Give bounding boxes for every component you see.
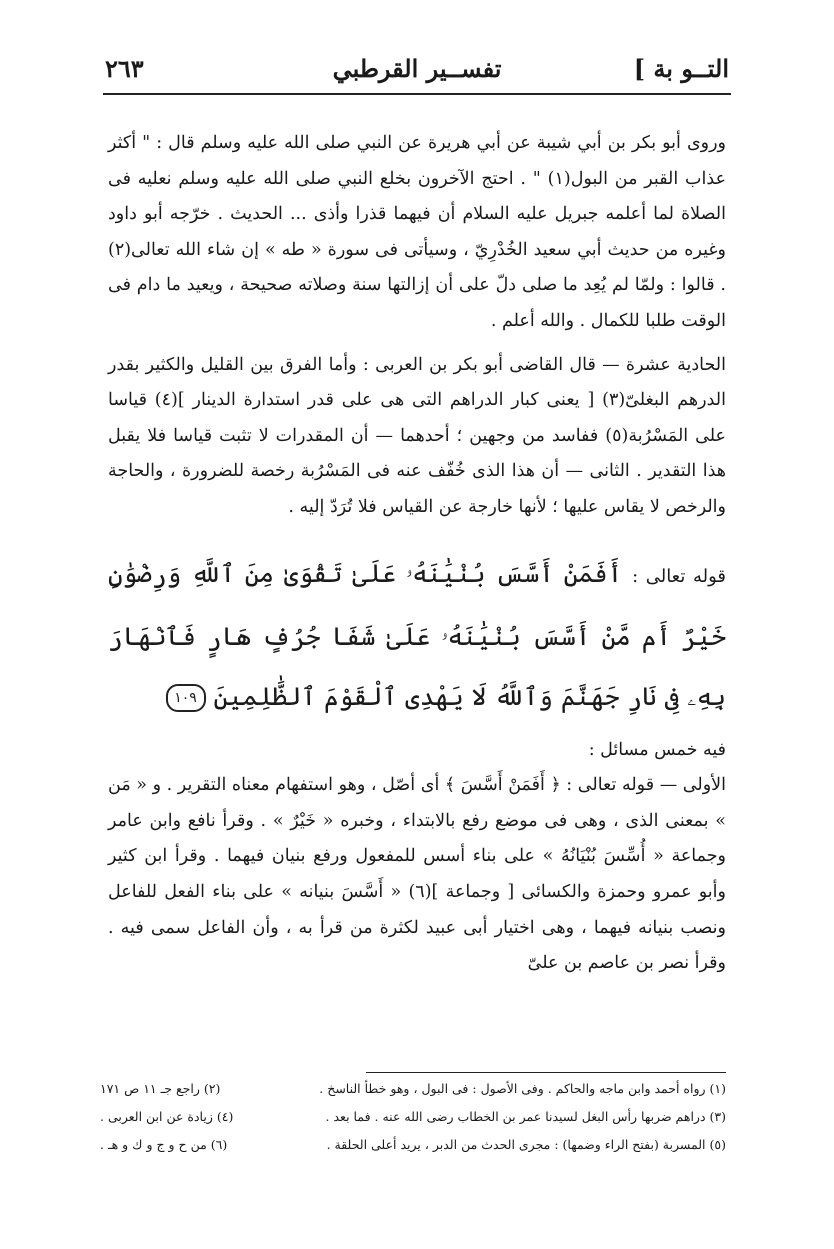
page-header	[105, 50, 729, 90]
verse-text: أَفَمَنْ أَسَّسَ بُنْيَٰنَهُۥ عَلَىٰ تَقْوَىٰ مِنَ ٱللَّهِ وَرِضْوَٰنٍ خَيْرٌ أَم مَّنْ أَسَّسَ بُنْيَٰنَهُۥ عَلَىٰ شَفَا جُرُفٍ هَارٍ فَٱنْهَارَ بِهِۦ فِى نَارِ جَهَنَّمَ وَٱللَّهُ لَا يَهْدِى ٱلْقَوْمَ ٱلظَّٰلِمِينَ	[108, 558, 726, 711]
footnote: (٦) من ح و ج و ك و هـ .	[100, 1137, 228, 1152]
verse-label: قوله تعالى :	[632, 565, 726, 587]
paragraph: الأولى — قوله تعالى : ﴿ أَفَمَنْ أَسَّسَ ﴾ أى أصّل ، وهو استفهام معناه التقرير . و « مَن » بمعنى الذى ، وهى فى موضع رفع بالابتداء ، وخبره « خَيْرٌ » . وقرأ نافع وابن عامر وجماعة « أُسِّسَ بُنْيَانُهُ » على بناء أسس للمفعول ورفع بنيان فيهما . وقرأ ابن كثير وأبو عمرو وحمزة والكسائى [ وجماعة ](٦) « أَسَّسَ بنيانه » على بناء الفعل للفاعل ونصب بنيانه فيهما ، وهى اختيار أبى عبيد لكثرة من قرأ به ، وأن الفاعل سمى فيه . وقرأ نصر بن عاصم بن علىّ	[108, 775, 726, 974]
footnotes	[100, 1075, 726, 1159]
footnote: (١) رواه أحمد وابن ماجه والحاكم . وفى الأصول : فى البول ، وهو خطأ الناسخ .	[319, 1081, 726, 1096]
footnote-row	[100, 1103, 726, 1131]
header-rule	[103, 93, 731, 95]
paragraph: الحادية عشرة — قال القاضى أبو بكر بن العربى : وأما الفرق بين القليل والكثير بقدر الدرهم البغلىّ(٣) [ يعنى كبار الدراهم التى هى على قدر استدارة الدينار ](٤) قياسا على المَسْرُبة(٥) ففاسد من وجهين ؛ أحدهما — أن المقدرات لا تثبت قياسا فلا يقبل هذا التقدير . الثانى — أن هذا الذى خُفّف عنه فى المَسْرُبة رخصة للضرورة ، والحاجة والرخص لا يقاس عليها ؛ لأنها خارجة عن القياس فلا تُرَدّ إليه .	[108, 354, 726, 517]
footnote: (٥) المسربة (بفتح الراء وضمها) : مجرى الحدث من الدبر ، يريد أعلى الحلقة .	[326, 1137, 726, 1152]
masail-heading: فيه خمس مسائل :	[588, 739, 726, 760]
footnote-rule	[366, 1072, 726, 1073]
quran-verse	[108, 544, 726, 727]
book-title: تفســير القرطبي	[332, 54, 502, 83]
verse-number: ١٠٩	[166, 684, 206, 712]
footnote: (٢) راجع جـ ١١ ص ١٧١	[100, 1081, 221, 1096]
footnote-row	[100, 1075, 726, 1103]
sura-name: التــو بة ]	[633, 54, 729, 83]
footnote: (٣) دراهم ضربها رأس البغل لسيدنا عمر بن الخطاب رضى الله عنه . فما بعد .	[325, 1109, 726, 1124]
page-number: ٢٦٣	[105, 54, 144, 83]
paragraph: وروى أبو بكر بن أبي شيبة عن أبي هريرة عن النبي صلى الله عليه وسلم قال : " أكثر عذاب القبر من البول(١) " . احتج الآخرون بخلع النبي صلى الله عليه وسلم نعليه فى الصلاة لما أعلمه جبريل عليه السلام أن فيهما قذرا وأذى ... الحديث . خرّجه أبو داود وغيره من حديث أبي سعيد الخُدْرِيّ ، وسيأتى فى سورة « طه » إن شاء الله تعالى(٢) . قالوا : ولمّا لم يُعِد ما صلى دلّ على أن إزالتها سنة وصلاته صحيحة ، ويعيد ما دام فى الوقت طلبا للكمال . والله أعلم .	[108, 133, 727, 331]
body-text	[108, 126, 726, 982]
footnote-row	[100, 1131, 726, 1159]
footnote: (٤) زيادة عن ابن العربى .	[100, 1109, 234, 1124]
